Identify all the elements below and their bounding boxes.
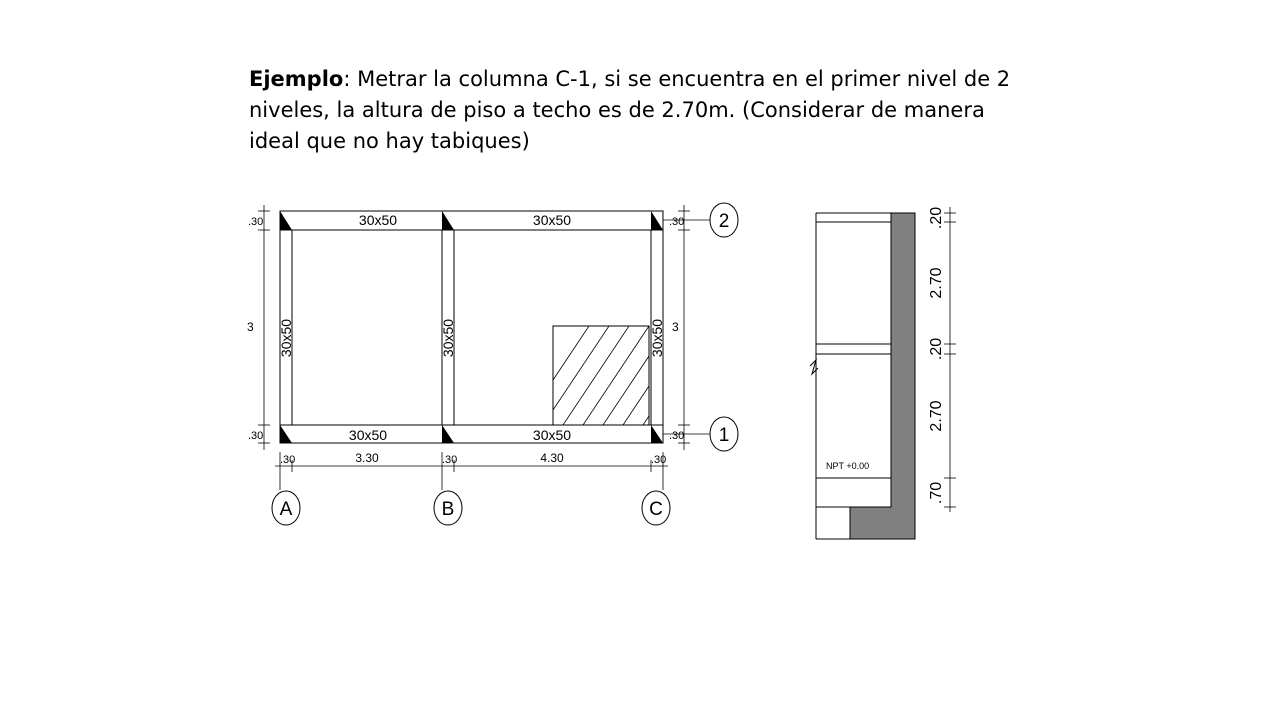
column-c1 [651,425,663,443]
dim-top-left: .30 [248,216,264,228]
beam-label-axis-b: 30x50 [440,318,456,358]
floor-plan [280,211,663,443]
axis-label-c: C [649,499,663,520]
problem-text: : Metrar la columna C-1, si se encuentra en el primer nivel de 2 niveles, la altura de piso a techo es de 2.70m. (Considerar de manera ideal que no hay tabiques) [249,67,1011,153]
column-a2 [280,211,292,230]
beam-top [280,211,663,230]
problem-label: Ejemplo [249,67,344,91]
dimension-left [258,205,270,450]
dim-col-b: .30 [442,454,458,466]
axis-label-b: B [441,499,455,520]
dimension-bottom [275,452,668,490]
grid-bubbles [272,203,738,525]
elevation-section [810,213,915,539]
dim-col-a: .30 [280,454,296,466]
beam-label-top-left: 30x50 [358,212,398,228]
dim-slab-top: .20 [928,206,945,230]
dim-span-left: 3 [247,320,254,334]
column-markers [280,211,663,443]
beam-label-top-right: 30x50 [532,212,572,228]
dimension-right [663,205,710,450]
column-b1 [442,425,454,443]
dim-bottom-left: .30 [248,430,264,442]
axis-label-1: 1 [718,425,730,446]
dimension-elevation [944,207,956,512]
column-c2 [651,211,663,230]
level-label: NPT +0.00 [826,461,870,471]
dim-height-level-1: 2.70 [928,400,945,432]
beam-label-bottom-right: 30x50 [532,427,572,443]
dim-height-level-2: 2.70 [928,267,945,299]
dim-bottom-right: .30 [669,430,685,442]
dim-slab-middle: .20 [928,337,945,361]
dim-span-right: 3 [672,320,679,334]
beam-bottom [280,425,663,443]
dim-col-c: .30 [651,454,667,466]
dim-top-right: .30 [669,216,685,228]
column-a1 [280,425,292,443]
dim-span-ab: 3.30 [355,451,379,465]
dim-span-bc: 4.30 [540,451,564,465]
axis-label-a: A [279,499,293,520]
dim-foundation: .70 [928,481,945,505]
beam-label-axis-a: 30x50 [278,318,294,358]
beam-label-bottom-left: 30x50 [348,427,388,443]
column-b2 [442,211,454,230]
axis-label-2: 2 [718,211,730,232]
tributary-area [513,320,713,440]
column-section [850,213,915,539]
beam-label-axis-c: 30x50 [649,318,665,358]
